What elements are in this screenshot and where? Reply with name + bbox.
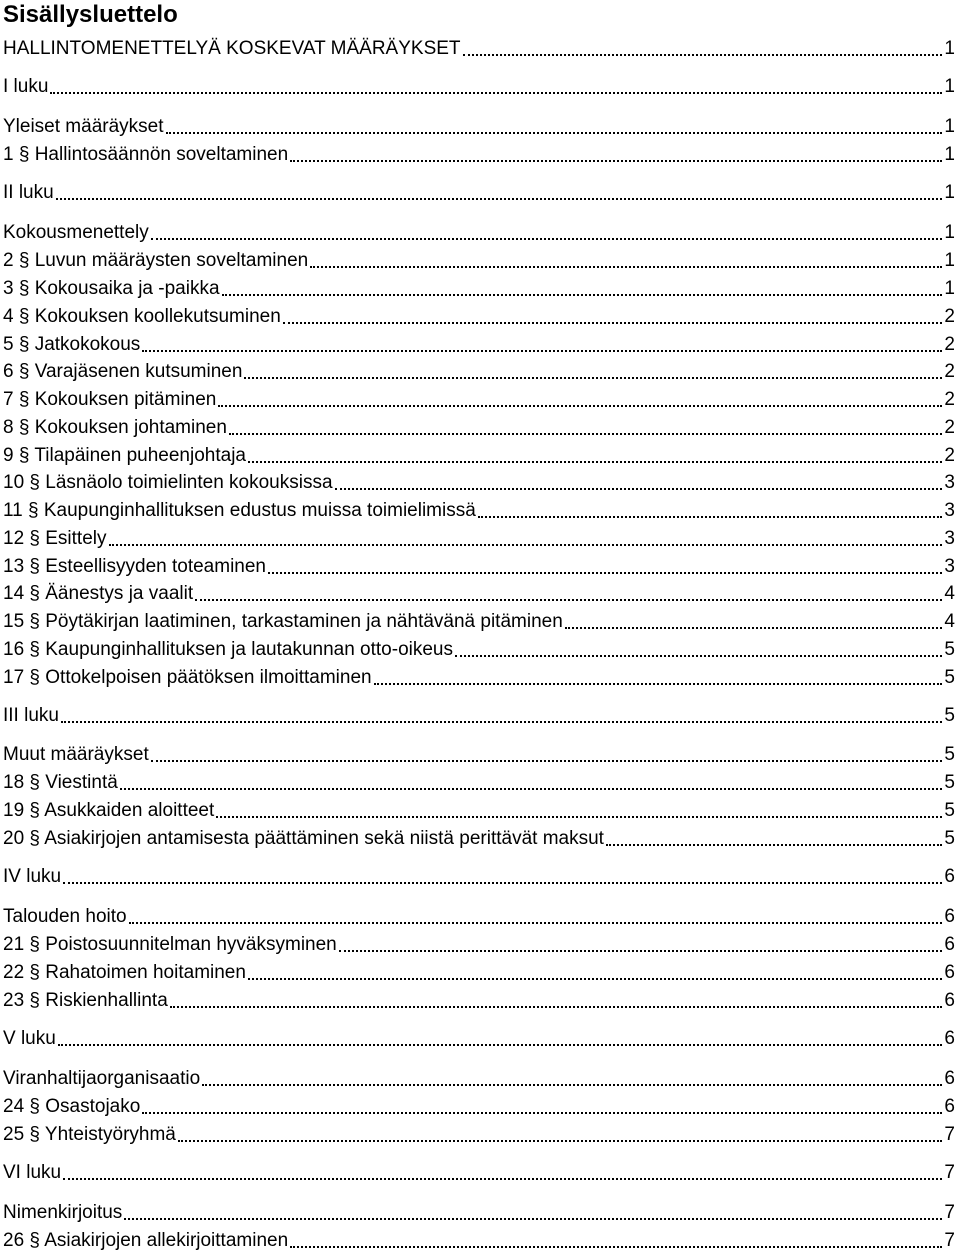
- toc-entry-label: 24 § Osastojako: [3, 1096, 141, 1117]
- toc-entry-page-number: 3: [944, 500, 955, 521]
- toc-entry-page-number: 1: [944, 278, 955, 299]
- toc-entry-page-number: 1: [944, 250, 955, 271]
- toc-entry-page-number: 5: [944, 772, 955, 793]
- toc-entry-page-number: 5: [944, 639, 955, 660]
- toc-entry-page-number: 7: [944, 1202, 955, 1223]
- toc-entry[interactable]: [3, 703, 955, 727]
- dot-leader: [151, 759, 943, 762]
- toc-entry-label: V luku: [3, 1028, 56, 1049]
- toc-entry-page-number: 1: [944, 38, 955, 59]
- toc-entry[interactable]: [3, 742, 955, 766]
- toc-entry-label: 20 § Asiakirjojen antamisesta päättäminen sekä niistä perittävät maksut: [3, 828, 604, 849]
- toc-entry-page-number: 2: [944, 389, 955, 410]
- toc-entry-label: 4 § Kokouksen koollekutsuminen: [3, 306, 281, 327]
- toc-entry-page-number: 6: [944, 1096, 955, 1117]
- toc-entry-page-number: 6: [944, 1028, 955, 1049]
- toc-entry[interactable]: [3, 526, 955, 550]
- toc-entry[interactable]: [3, 248, 955, 272]
- toc-entry[interactable]: [3, 826, 955, 850]
- dot-leader: [124, 1217, 942, 1220]
- toc-entry-label: 10 § Läsnäolo toimielinten kokouksissa: [3, 472, 333, 493]
- toc-entry-label: 9 § Tilapäinen puheenjohtaja: [3, 445, 246, 466]
- toc-entry-label: 25 § Yhteistyöryhmä: [3, 1124, 176, 1145]
- dot-leader: [63, 1177, 942, 1180]
- toc-entry-label: Muut määräykset: [3, 744, 149, 765]
- dot-leader: [120, 787, 943, 790]
- toc-entry-label: II luku: [3, 182, 54, 203]
- toc-entry-label: 8 § Kokouksen johtaminen: [3, 417, 227, 438]
- toc-entry[interactable]: [3, 74, 955, 98]
- dot-leader: [56, 197, 943, 200]
- dot-leader: [248, 460, 942, 463]
- toc-entry-page-number: 6: [944, 866, 955, 887]
- dot-leader: [202, 1083, 942, 1086]
- dot-leader: [248, 977, 942, 980]
- dot-leader: [142, 1111, 942, 1114]
- toc-entry-page-number: 5: [944, 667, 955, 688]
- toc-entry-page-number: 5: [944, 744, 955, 765]
- toc-entry[interactable]: [3, 770, 955, 794]
- toc-entry-label: 23 § Riskienhallinta: [3, 990, 168, 1011]
- toc-entry-label: 15 § Pöytäkirjan laatiminen, tarkastaminen ja nähtävänä pitäminen: [3, 611, 563, 632]
- toc-entry-page-number: 3: [944, 528, 955, 549]
- toc-entry[interactable]: [3, 1122, 955, 1146]
- dot-leader: [222, 293, 943, 296]
- toc-entry[interactable]: [3, 276, 955, 300]
- toc-entry-label: 1 § Hallintosäännön soveltaminen: [3, 144, 289, 165]
- toc-entry-label: Kokousmenettely: [3, 222, 149, 243]
- toc-entry-page-number: 2: [944, 334, 955, 355]
- toc-entry[interactable]: [3, 609, 955, 633]
- toc-entry-page-number: 4: [944, 611, 955, 632]
- toc-entry-label: Talouden hoito: [3, 906, 127, 927]
- toc-entry[interactable]: [3, 960, 955, 984]
- toc-entry-page-number: 4: [944, 583, 955, 604]
- toc-entry-label: 17 § Ottokelpoisen päätöksen ilmoittaminen: [3, 667, 372, 688]
- toc-entry-label: 14 § Äänestys ja vaalit: [3, 583, 194, 604]
- toc-entry[interactable]: [3, 1026, 955, 1050]
- toc-entry-page-number: 1: [944, 222, 955, 243]
- toc-entry-page-number: 3: [944, 556, 955, 577]
- toc-entry-label: 18 § Viestintä: [3, 772, 118, 793]
- toc-entry-page-number: 5: [944, 828, 955, 849]
- toc-entry[interactable]: [3, 387, 955, 411]
- toc-entry-label: Viranhaltijaorganisaatio: [3, 1068, 201, 1089]
- toc-entry-page-number: 2: [944, 306, 955, 327]
- dot-leader: [58, 1043, 943, 1046]
- dot-leader: [565, 626, 943, 629]
- toc-entry-label: 13 § Esteellisyyden toteaminen: [3, 556, 266, 577]
- toc-entry[interactable]: [3, 637, 955, 661]
- toc-entry-page-number: 7: [944, 1230, 955, 1251]
- toc-entry[interactable]: [3, 114, 955, 138]
- toc-entry-page-number: 6: [944, 990, 955, 1011]
- toc-entry[interactable]: [3, 220, 955, 244]
- dot-leader: [195, 598, 942, 601]
- toc-entry[interactable]: [3, 798, 955, 822]
- toc-entry-label: III luku: [3, 705, 59, 726]
- dot-leader: [310, 265, 942, 268]
- toc-entry-label: 2 § Luvun määräysten soveltaminen: [3, 250, 309, 271]
- toc-entry[interactable]: [3, 180, 955, 204]
- toc-entry-label: 16 § Kaupunginhallituksen ja lautakunnan otto-oikeus: [3, 639, 453, 660]
- toc-entry-page-number: 1: [944, 144, 955, 165]
- dot-leader: [166, 131, 943, 134]
- toc-entry[interactable]: [3, 904, 955, 928]
- dot-leader: [216, 815, 942, 818]
- toc-entry[interactable]: [3, 470, 955, 494]
- toc-entry-page-number: 1: [944, 182, 955, 203]
- toc-entry[interactable]: [3, 932, 955, 956]
- toc-entry-page-number: 5: [944, 705, 955, 726]
- dot-leader: [151, 237, 943, 240]
- toc-entry[interactable]: [3, 1094, 955, 1118]
- dot-leader: [170, 1005, 943, 1008]
- dot-leader: [290, 1245, 942, 1248]
- toc-entry-label: 7 § Kokouksen pitäminen: [3, 389, 217, 410]
- toc-entry-page-number: 2: [944, 445, 955, 466]
- toc-entry-label: I luku: [3, 76, 49, 97]
- toc-entry-page-number: 3: [944, 472, 955, 493]
- toc-entry-label: Nimenkirjoitus: [3, 1202, 123, 1223]
- toc-entry[interactable]: [3, 554, 955, 578]
- toc-entry-label: VI luku: [3, 1162, 62, 1183]
- dot-leader: [109, 543, 943, 546]
- dot-leader: [290, 159, 942, 162]
- toc-entry[interactable]: [3, 359, 955, 383]
- dot-leader: [455, 654, 942, 657]
- toc-entry[interactable]: [3, 36, 955, 60]
- toc-entry-page-number: 7: [944, 1124, 955, 1145]
- toc-entry-page-number: 2: [944, 361, 955, 382]
- toc-entry[interactable]: [3, 1228, 955, 1252]
- toc-entry[interactable]: [3, 498, 955, 522]
- dot-leader: [244, 376, 942, 379]
- toc-entry-label: HALLINTOMENETTELYÄ KOSKEVAT MÄÄRÄYKSET: [3, 38, 461, 59]
- dot-leader: [283, 321, 943, 324]
- toc-title: Sisällysluettelo: [3, 1, 178, 28]
- dot-leader: [339, 949, 943, 952]
- toc-entry-label: 21 § Poistosuunnitelman hyväksyminen: [3, 934, 337, 955]
- dot-leader: [63, 881, 942, 884]
- toc-entry-page-number: 1: [944, 116, 955, 137]
- dot-leader: [61, 720, 942, 723]
- toc-entry-label: 6 § Varajäsenen kutsuminen: [3, 361, 243, 382]
- toc-entry-label: IV luku: [3, 866, 62, 887]
- toc-entry[interactable]: [3, 415, 955, 439]
- toc-entry-page-number: 7: [944, 1162, 955, 1183]
- toc-entry-label: Yleiset määräykset: [3, 116, 164, 137]
- toc-entry-label: 22 § Rahatoimen hoitaminen: [3, 962, 246, 983]
- toc-entry[interactable]: [3, 1160, 955, 1184]
- toc-entry-page-number: 6: [944, 934, 955, 955]
- toc-entry[interactable]: [3, 142, 955, 166]
- dot-leader: [229, 432, 942, 435]
- toc-entry[interactable]: [3, 988, 955, 1012]
- toc-entry[interactable]: [3, 665, 955, 689]
- toc-entry-label: 26 § Asiakirjojen allekirjoittaminen: [3, 1230, 289, 1251]
- toc-entry[interactable]: [3, 1200, 955, 1224]
- dot-leader: [142, 349, 942, 352]
- toc-entry-page-number: 5: [944, 800, 955, 821]
- toc-entry[interactable]: [3, 581, 955, 605]
- toc-entry[interactable]: [3, 332, 955, 356]
- toc-entry-page-number: 1: [944, 76, 955, 97]
- toc-entry-page-number: 2: [944, 417, 955, 438]
- toc-entry[interactable]: [3, 304, 955, 328]
- dot-leader: [335, 487, 943, 490]
- toc-entry[interactable]: [3, 443, 955, 467]
- dot-leader: [178, 1139, 943, 1142]
- dot-leader: [218, 404, 942, 407]
- toc-entry-page-number: 6: [944, 962, 955, 983]
- toc-entry-page-number: 6: [944, 1068, 955, 1089]
- toc-entry-label: 11 § Kaupunginhallituksen edustus muissa toimielimissä: [3, 500, 476, 521]
- dot-leader: [478, 515, 943, 518]
- toc-entry[interactable]: [3, 864, 955, 888]
- dot-leader: [129, 921, 943, 924]
- toc-entry-label: 12 § Esittely: [3, 528, 107, 549]
- dot-leader: [50, 91, 942, 94]
- dot-leader: [374, 682, 943, 685]
- toc-entry-label: 3 § Kokousaika ja -paikka: [3, 278, 220, 299]
- dot-leader: [268, 571, 942, 574]
- toc-entry-label: 19 § Asukkaiden aloitteet: [3, 800, 215, 821]
- dot-leader: [463, 53, 943, 56]
- toc-entry-label: 5 § Jatkokokous: [3, 334, 141, 355]
- toc-entry[interactable]: [3, 1066, 955, 1090]
- toc-entry-page-number: 6: [944, 906, 955, 927]
- dot-leader: [606, 843, 942, 846]
